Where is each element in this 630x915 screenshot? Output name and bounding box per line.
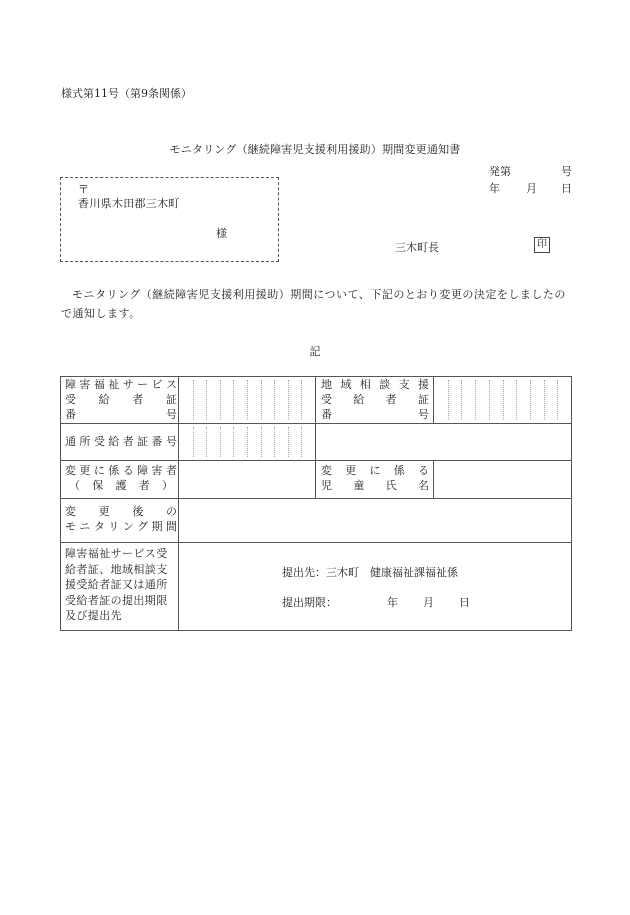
label-char: リ	[108, 520, 120, 533]
label-char: 更	[345, 464, 357, 477]
digit-separator	[193, 427, 194, 457]
digit-grid-welfare-number[interactable]	[179, 377, 315, 423]
label-char: ー	[137, 378, 149, 391]
table-border-right	[571, 376, 572, 631]
label-char: 番	[65, 408, 76, 421]
deadline-month: 月	[423, 596, 434, 609]
label-char: 福	[93, 378, 105, 391]
label-char: 号	[418, 408, 429, 421]
deadline-year: 年	[387, 596, 398, 609]
label-char: 受	[321, 393, 332, 406]
table-border-left	[60, 376, 61, 631]
label-char: 保	[92, 479, 104, 492]
label-char: 者	[122, 435, 134, 448]
label-consult-support-cert-number	[321, 377, 429, 422]
label-line	[321, 392, 429, 407]
label-char: 番	[321, 408, 332, 421]
label-line	[65, 504, 177, 519]
label-char: 障	[65, 378, 76, 391]
sender-title: 三木町長	[395, 241, 439, 254]
label-char: 受	[93, 435, 105, 448]
digit-separator	[288, 380, 289, 420]
label-char: に	[93, 464, 105, 477]
issue-date	[489, 180, 572, 194]
label-line: 障害福祉サービス受	[65, 547, 168, 560]
label-char: 者	[138, 479, 150, 492]
label-line	[65, 463, 177, 478]
label-char: 地	[321, 378, 332, 391]
recipient-honorific: 様	[216, 227, 227, 240]
issue-date-day: 日	[561, 182, 572, 195]
label-char: サ	[122, 378, 134, 391]
digit-separator	[247, 427, 248, 457]
label-line	[65, 434, 177, 449]
label-line	[321, 463, 429, 478]
digit-separator	[274, 427, 275, 457]
label-char: る	[122, 464, 134, 477]
label-changed-disabled-person	[65, 463, 177, 493]
label-char: ス	[165, 378, 177, 391]
label-char: 通	[65, 435, 76, 448]
label-line	[321, 407, 429, 422]
label-char: 害	[151, 464, 163, 477]
label-char: 支	[398, 378, 410, 391]
label-char: 後	[132, 505, 144, 518]
label-char: 域	[340, 378, 352, 391]
recipient-address: 香川県木田郡三木町	[78, 197, 180, 210]
label-char: 号	[165, 435, 177, 448]
label-char: 談	[379, 378, 391, 391]
label-line	[321, 377, 429, 392]
label-char: 変	[321, 464, 332, 477]
input-disabled-person[interactable]	[179, 461, 315, 498]
label-char: 者	[132, 393, 144, 406]
digit-separator	[261, 427, 262, 457]
label-char: の	[165, 505, 177, 518]
digit-separator	[193, 380, 194, 420]
label-char: 所	[79, 435, 91, 448]
digit-separator	[206, 427, 207, 457]
digit-separator	[233, 427, 234, 457]
digit-separator	[288, 427, 289, 457]
table-border-bottom	[60, 630, 572, 631]
label-line	[65, 377, 177, 392]
label-char: 児	[321, 479, 332, 492]
label-changed-child-name	[321, 463, 429, 493]
label-line	[65, 519, 177, 534]
label-char: 者	[385, 393, 397, 406]
label-line: 受給者証の提出期限	[65, 593, 168, 607]
label-char: 援	[417, 378, 429, 391]
label-char: モ	[65, 520, 76, 533]
issue-date-month: 月	[526, 182, 537, 195]
label-new-monitoring-period	[65, 504, 177, 534]
label-line	[65, 407, 177, 422]
digit-separator	[557, 380, 558, 420]
label-char: 護	[115, 479, 127, 492]
digit-grid-consult-number[interactable]	[434, 377, 571, 423]
label-char: 証	[137, 435, 149, 448]
label-char: ン	[122, 520, 134, 533]
digit-separator	[220, 427, 221, 457]
digit-separator	[274, 380, 275, 420]
table-row-divider	[60, 542, 572, 543]
label-char: ビ	[151, 378, 163, 391]
label-char: 更	[79, 464, 91, 477]
deadline-day: 日	[459, 596, 470, 609]
label-char: に	[369, 464, 381, 477]
submission-destination: 提出先：三木町 健康福祉課福祉係	[282, 566, 458, 579]
label-char: 変	[65, 464, 76, 477]
label-line: 給者証、地域相談支	[65, 562, 168, 576]
label-line: 及び提出先	[65, 609, 122, 622]
label-char: 係	[393, 464, 405, 477]
digit-separator	[489, 380, 490, 420]
label-char: 受	[65, 393, 76, 406]
document-title: モニタリング（継続障害児支援利用援助）期間変更通知書	[169, 143, 461, 156]
label-char: 相	[359, 378, 371, 391]
label-daycare-cert-number	[65, 434, 177, 449]
label-submission-deadline-and-destination	[65, 546, 168, 624]
label-char: 変	[65, 505, 76, 518]
issue-date-year: 年	[489, 182, 500, 195]
label-char: 給	[108, 435, 120, 448]
label-line	[65, 392, 177, 407]
digit-separator	[503, 380, 504, 420]
label-char: （	[69, 479, 80, 492]
address-box	[60, 177, 279, 262]
label-char: 障	[137, 464, 149, 477]
label-welfare-service-cert-number	[65, 377, 177, 422]
label-char: 期	[151, 520, 163, 533]
digit-separator	[261, 380, 262, 420]
label-char: 者	[165, 464, 177, 477]
input-child-name[interactable]	[434, 461, 571, 498]
label-char: 係	[108, 464, 120, 477]
digit-separator	[301, 380, 302, 420]
label-line	[321, 478, 429, 493]
digit-separator	[544, 380, 545, 420]
label-char: グ	[137, 520, 149, 533]
digit-separator	[301, 427, 302, 457]
postal-mark: 〒	[78, 183, 89, 196]
input-monitoring-period[interactable]	[179, 499, 571, 542]
digit-separator	[220, 380, 221, 420]
label-char: 氏	[385, 479, 397, 492]
label-char: 害	[79, 378, 91, 391]
form-number: 様式第11号（第9条関係）	[61, 87, 192, 100]
issue-number-suffix: 号	[561, 165, 572, 178]
issue-number-prefix: 発第	[489, 165, 511, 178]
label-char: ）	[162, 479, 173, 492]
body-paragraph: モニタリング（継続障害児支援利用援助）期間について、下記のとおり変更の決定をしましたので通知します。	[61, 288, 566, 320]
digit-separator	[461, 380, 462, 420]
digit-separator	[475, 380, 476, 420]
label-line	[69, 478, 173, 493]
label-char: 号	[166, 408, 177, 421]
label-char: 名	[417, 479, 429, 492]
ki-heading: 記	[309, 345, 321, 358]
label-char: タ	[93, 520, 105, 533]
label-char: 間	[165, 520, 177, 533]
digit-separator	[233, 380, 234, 420]
label-char: 給	[98, 393, 110, 406]
digit-separator	[530, 380, 531, 420]
label-char: ニ	[79, 520, 91, 533]
label-char: 祉	[108, 378, 120, 391]
digit-separator	[448, 380, 449, 420]
digit-separator	[206, 380, 207, 420]
digit-separator	[516, 380, 517, 420]
seal-stamp: 印	[534, 237, 550, 253]
label-char: る	[418, 464, 429, 477]
label-char: 給	[353, 393, 365, 406]
label-char: 番	[151, 435, 163, 448]
submission-deadline-label: 提出期限：	[282, 596, 337, 609]
label-char: 童	[353, 479, 365, 492]
label-char: 更	[98, 505, 110, 518]
label-char: 証	[417, 393, 429, 406]
daycare-extra-cell	[316, 424, 571, 460]
label-line: 援受給者証又は通所	[65, 578, 168, 591]
digit-grid-daycare-number[interactable]	[179, 424, 315, 460]
digit-separator	[247, 380, 248, 420]
label-char: 証	[165, 393, 177, 406]
